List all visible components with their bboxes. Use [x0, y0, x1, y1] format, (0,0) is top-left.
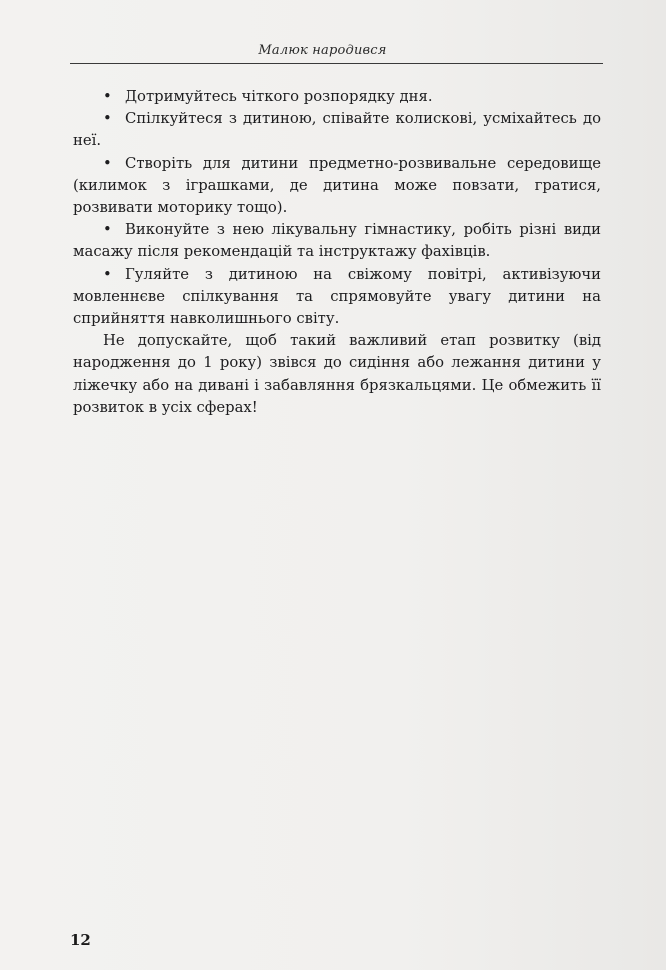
bullet-text: Виконуйте з нею лікувальну гімнастику, робіть різні види масажу після рекомендацій та інструктажу фахівців.	[73, 221, 601, 261]
bullet-text: Дотримуйтесь чіткого розпорядку дня.	[125, 88, 433, 105]
bullet-item	[73, 108, 601, 152]
bullet-item	[73, 219, 601, 263]
bullet-text: Спілкуйтеся з дитиною, співайте колискові, усміхайтесь до неї.	[73, 110, 601, 150]
bullet-marker: •	[103, 221, 112, 239]
page-number: 12	[70, 931, 91, 949]
main-text	[73, 86, 601, 419]
bullet-text: Гуляйте з дитиною на свіжому повітрі, активізуючи мовленнєве спілкування та спрямовуйте увагу дитини на сприйняття навколишнього світу.	[73, 265, 601, 328]
bullet-marker: •	[103, 110, 112, 128]
bullet-marker: •	[103, 154, 112, 172]
bullet-marker: •	[103, 88, 112, 105]
bullet-item	[73, 153, 601, 220]
bullet-item	[73, 264, 601, 331]
running-head-title: Малюк народився	[258, 43, 387, 58]
closing-paragraph: Не допускайте, щоб такий важливий етап розвитку (від народження до 1 року) звівся до сидіння або лежання дитини у ліжечку або на дивані і забавляння брязкальцями. Це обмежить її розвиток в усіх сферах!	[73, 332, 601, 416]
bullet-item	[73, 86, 601, 108]
header-rule	[70, 63, 603, 64]
bullet-text: Створіть для дитини предметно-розвивальне середовище (килимок з іграшками, де дитина може повзати, гратися, розвивати моторику тощо).	[73, 154, 601, 217]
bullet-marker: •	[103, 265, 112, 283]
